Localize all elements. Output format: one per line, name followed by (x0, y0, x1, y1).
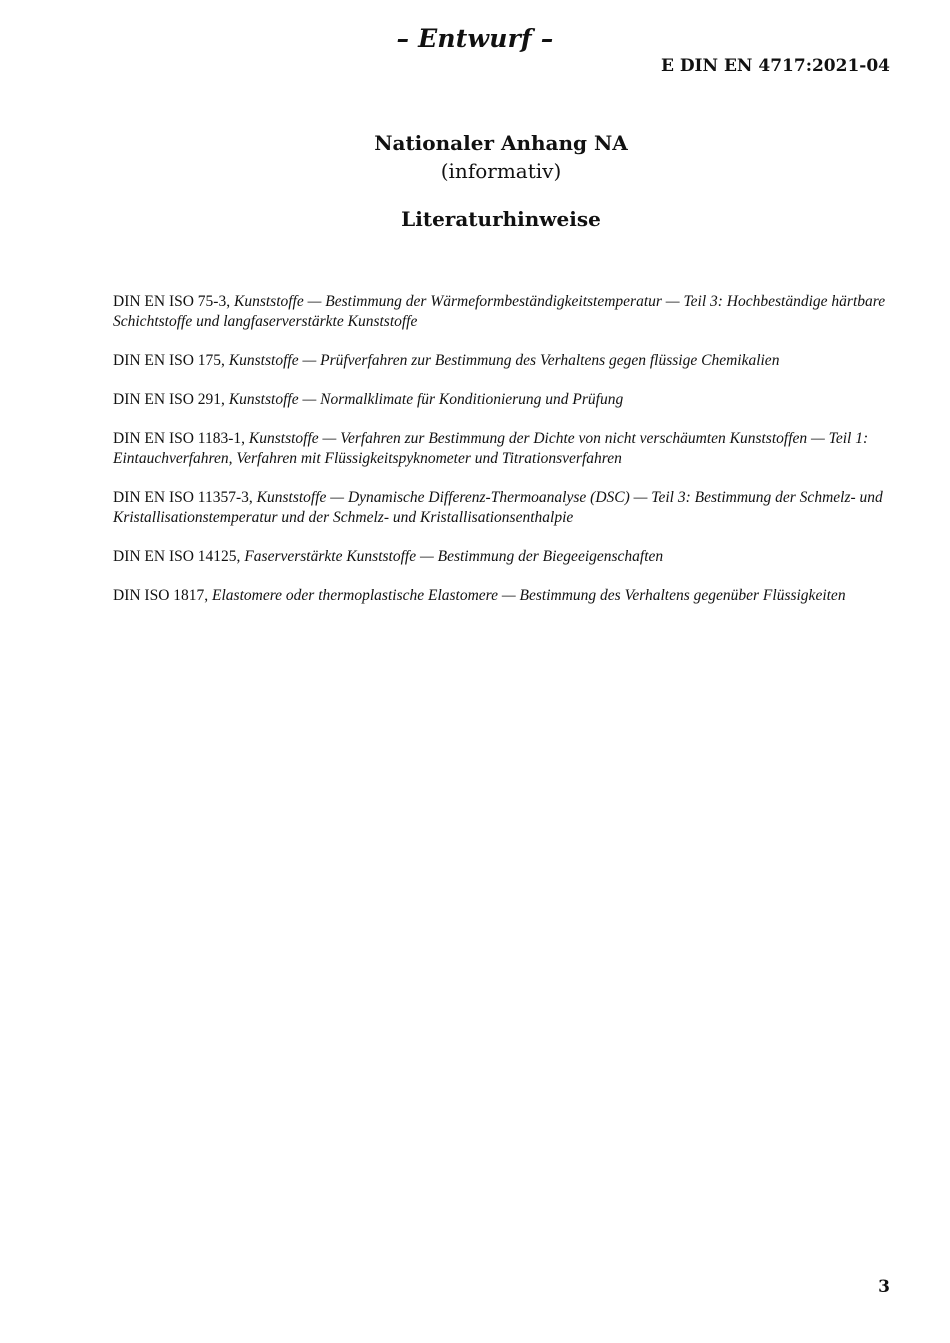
reference-title: Elastomere oder thermoplastische Elastomere — Bestimmung des Verhaltens gegenüber Flüssigkeiten (212, 587, 846, 604)
reference-number: DIN EN ISO 11357-3, (113, 489, 253, 506)
document-id: E DIN EN 4717:2021-04 (660, 56, 890, 76)
reference-number: DIN ISO 1817, (113, 587, 209, 604)
reference-number: DIN EN ISO 291, (113, 391, 225, 408)
reference-item (113, 292, 893, 332)
reference-number: DIN EN ISO 175, (113, 352, 225, 369)
reference-number: DIN EN ISO 14125, (113, 548, 241, 565)
reference-title: Kunststoffe — Dynamische Differenz-Thermoanalyse (DSC) — Teil 3: Bestimmung der Schmelz- und Kristallisationstemperatur und der Schmelz- und Kristallisationsenthalpie (113, 489, 883, 526)
reference-item (113, 586, 893, 606)
annex-title: Nationaler Anhang NA (374, 131, 628, 155)
annex-subtitle: (informativ) (440, 159, 562, 183)
reference-number: DIN EN ISO 1183-1, (113, 430, 246, 447)
reference-item (113, 429, 893, 469)
reference-title: Kunststoffe — Verfahren zur Bestimmung der Dichte von nicht verschäumten Kunststoffen — Teil 1: Eintauchverfahren, Verfahren mit Flüssigkeitspyknometer und Titrationsverfahren (113, 430, 869, 467)
reference-title: Kunststoffe — Normalklimate für Konditionierung und Prüfung (228, 391, 624, 408)
reference-title: Faserverstärkte Kunststoffe — Bestimmung der Biegeeigenschaften (244, 548, 664, 565)
reference-item (113, 390, 893, 410)
reference-list (113, 292, 893, 625)
reference-title: Kunststoffe — Bestimmung der Wärmeformbeständigkeitstemperatur — Teil 3: Hochbeständige härtbare Schichtstoffe und langfaserverstärkte Kunststoffe (113, 293, 886, 330)
reference-item (113, 488, 893, 528)
draft-mark: – Entwurf – (396, 24, 554, 53)
reference-number: DIN EN ISO 75-3, (113, 293, 231, 310)
reference-item (113, 547, 893, 567)
page-number: 3 (878, 1277, 890, 1297)
section-title: Literaturhinweise (401, 207, 601, 231)
reference-item (113, 351, 893, 371)
reference-title: Kunststoffe — Prüfverfahren zur Bestimmung des Verhaltens gegen flüssige Chemikalien (228, 352, 780, 369)
